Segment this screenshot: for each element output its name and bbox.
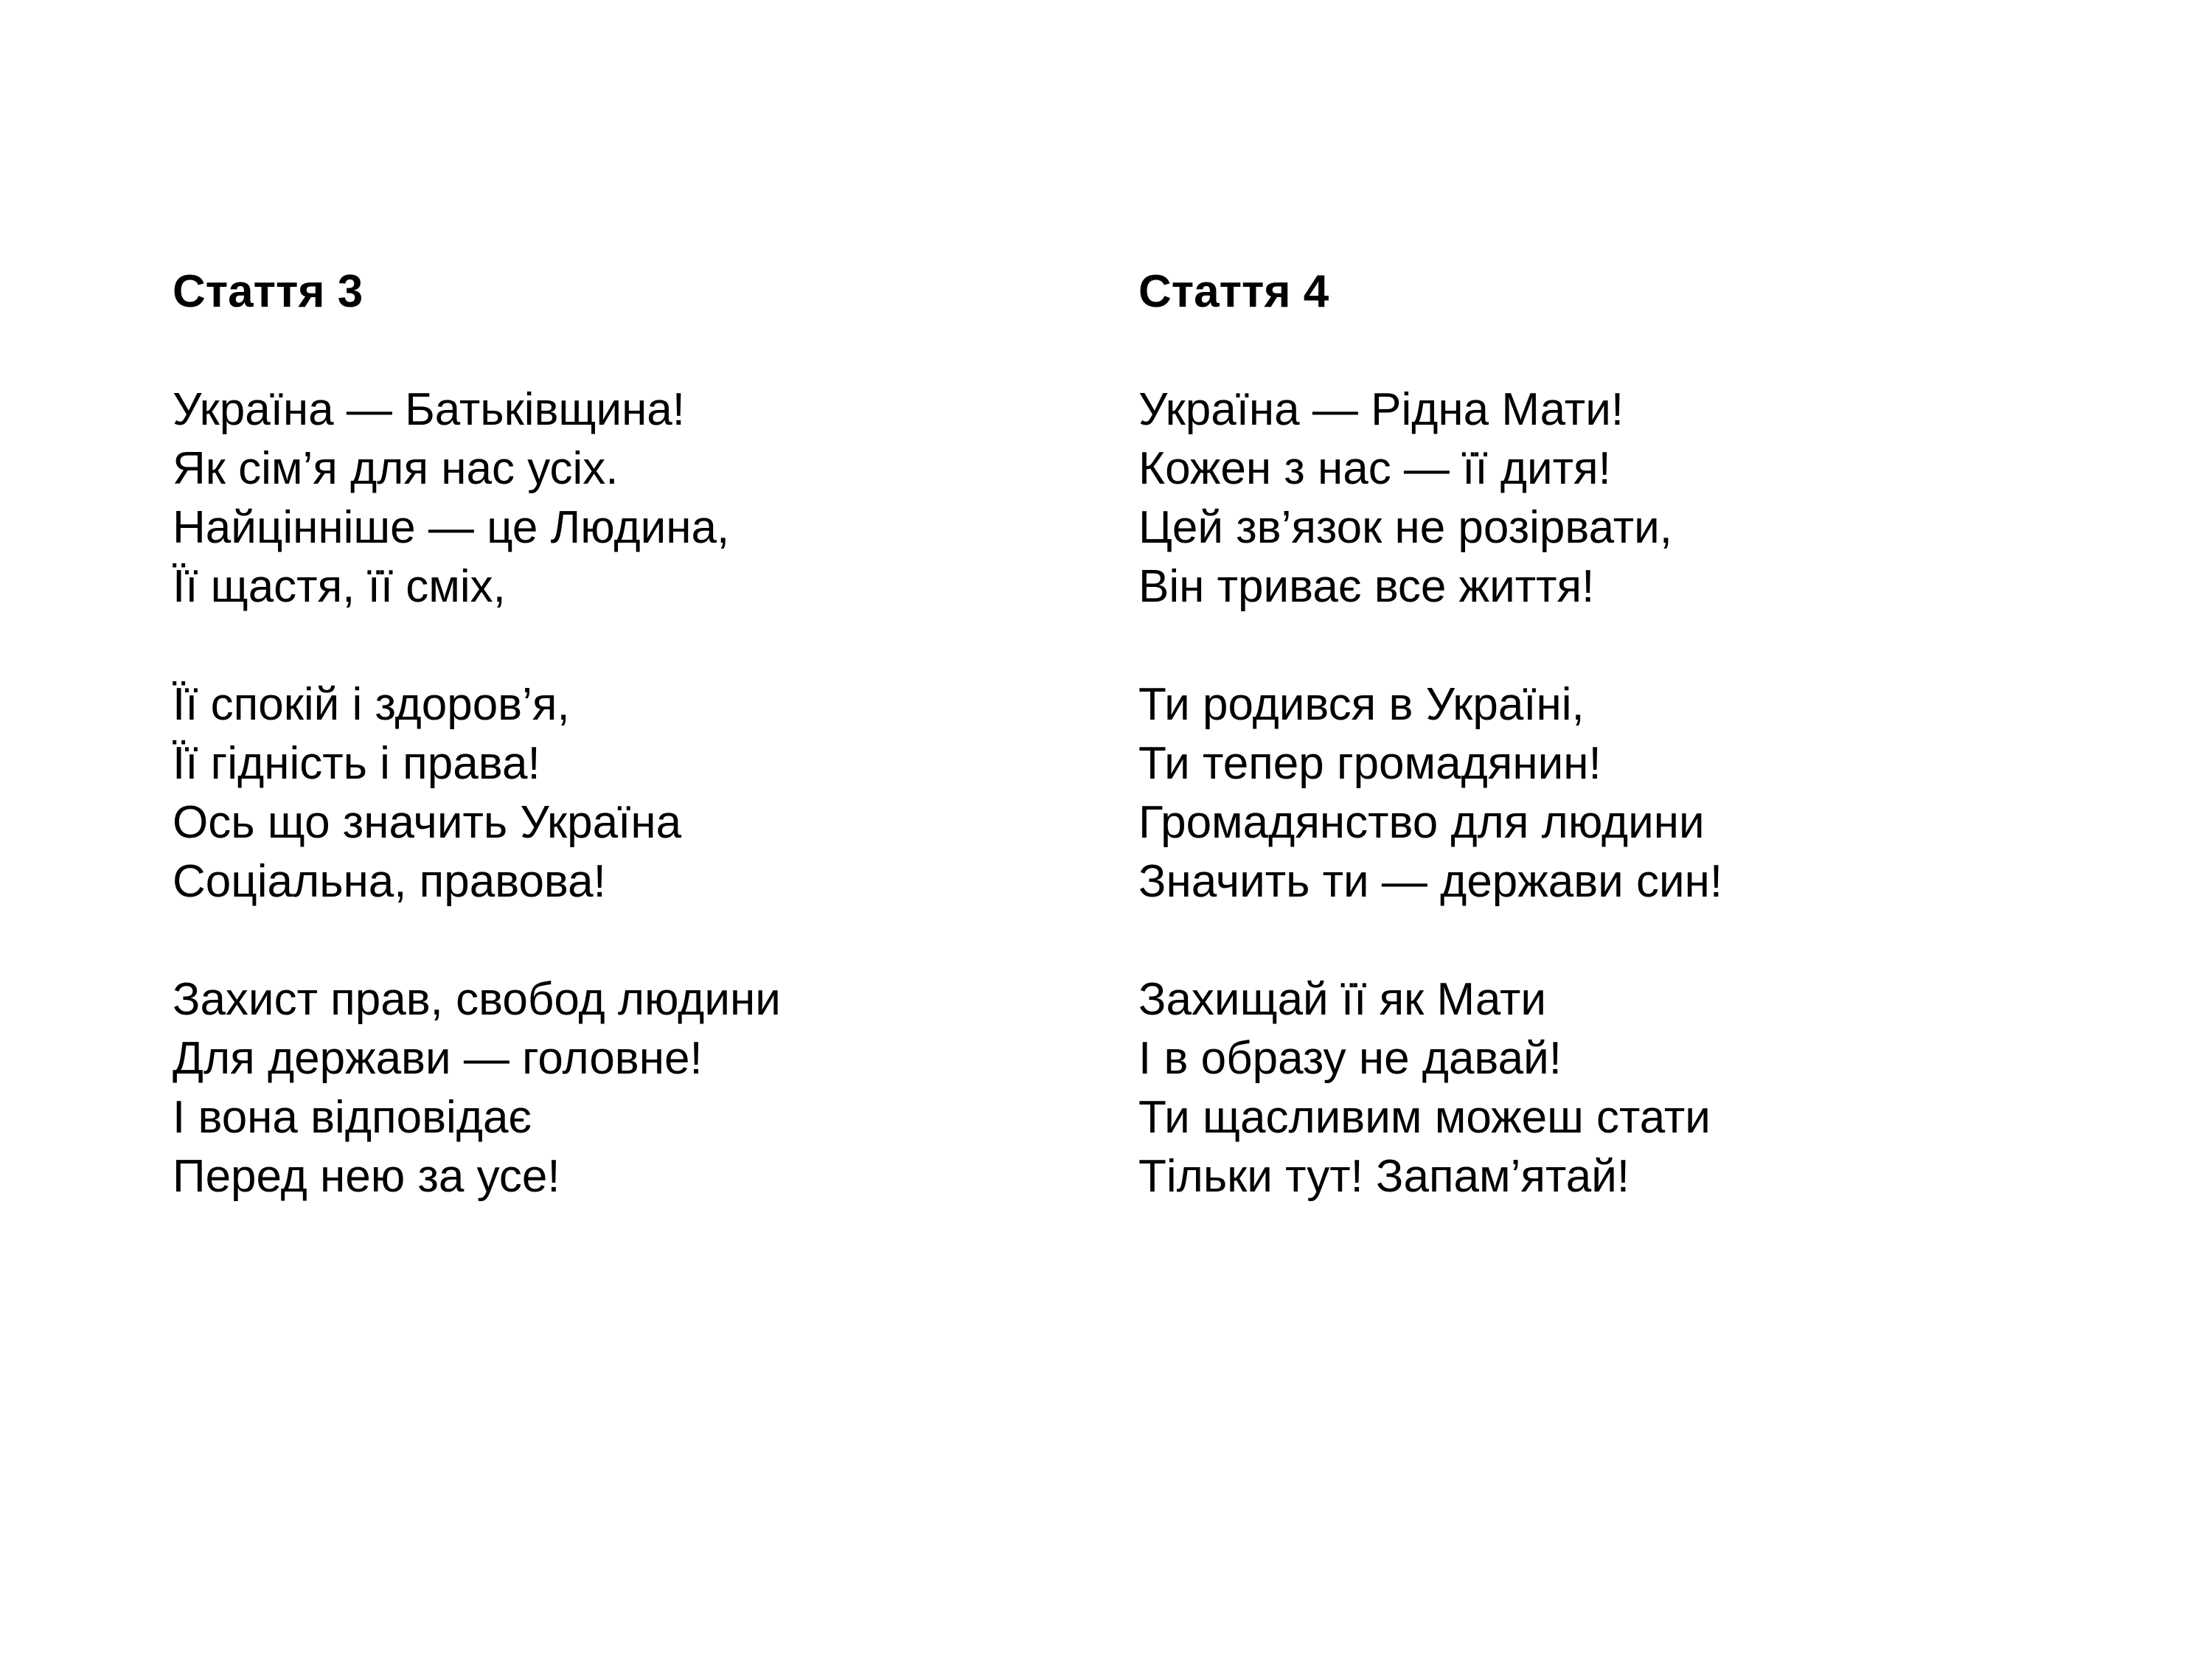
article-4-heading: Стаття 4 [1138,266,1329,317]
poem-line: Цей зв’язок не розірвати, [1138,502,1672,553]
poem-line: Соціальна, правова! [173,856,606,907]
article-3-stanza-2 [173,675,1102,911]
poem-line: Тільки тут! Запам’ятай! [1138,1151,1630,1202]
poem-line: Україна — Рідна Мати! [1138,384,1624,435]
poem-line: Перед нею за усе! [173,1151,560,1202]
article-4-stanza-2 [1138,675,2067,911]
poem-line: І в образу не давай! [1138,1033,1562,1084]
poem-line: Захищай її як Мати [1138,974,1547,1025]
poem-line: Найцінніше — це Людина, [173,502,730,553]
poem-line: Її спокій і здоров’я, [173,679,570,730]
article-4-column [1138,262,2067,1206]
poem-line: Захист прав, свобод людини [173,974,781,1025]
poem-line: Кожен з нас — її дитя! [1138,443,1611,494]
poem-line: Ось що значить Україна [173,797,682,848]
poem-line: Значить ти — держави син! [1138,856,1723,907]
poem-line: Ти тепер громадянин! [1138,738,1601,789]
poem-line: Для держави — головне! [173,1033,703,1084]
article-3-heading: Стаття 3 [173,266,364,317]
article-4-stanza-3 [1138,970,2067,1206]
poem-line: Ти родився в Україні, [1138,679,1585,730]
poem-line: Громадянство для людини [1138,797,1705,848]
poem-line: Її щастя, її сміх, [173,561,506,612]
poem-line: Її гідність і права! [173,738,540,789]
poem-line: І вона відповідає [173,1092,532,1143]
article-3-stanza-1 [173,380,1102,616]
poem-line: Україна — Батьківщина! [173,384,686,435]
poem-line: Як сім’я для нас усіх. [173,443,619,494]
poem-line: Ти щасливим можеш стати [1138,1092,1711,1143]
article-4-stanza-1 [1138,380,2067,616]
article-3-stanza-3 [173,970,1102,1206]
article-3-column [173,262,1102,1206]
poem-line: Він триває все життя! [1138,561,1595,612]
